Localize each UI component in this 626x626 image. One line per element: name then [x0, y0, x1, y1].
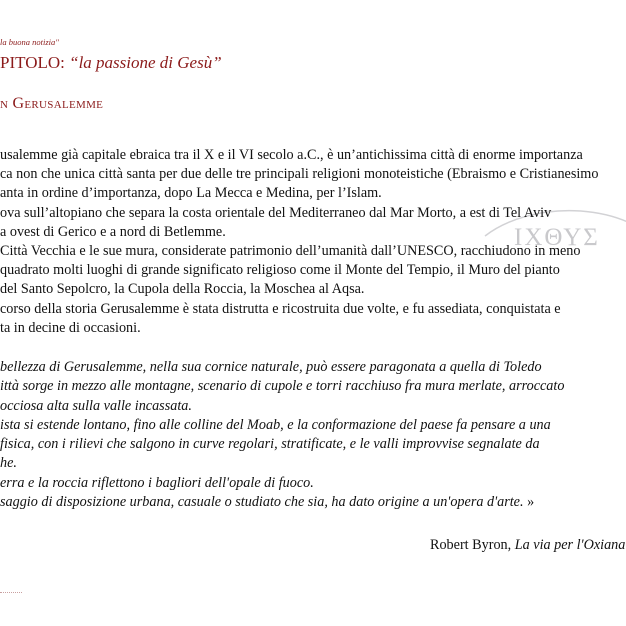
attribution-author: Robert Byron, — [430, 537, 515, 553]
quote-line: bellezza di Gerusalemme, nella sua cornice naturale, può essere paragonata a quella di Toledo — [0, 359, 542, 375]
body-line: ta in decine di occasioni. — [0, 319, 141, 336]
body-line: a ovest di Gerico e a nord di Betlemme. — [0, 223, 226, 240]
quote-block — [0, 358, 626, 512]
section-title: n Gerusalemme — [0, 95, 104, 112]
quote-line: saggio di disposizione urbana, casuale o studiato che sia, ha dato origine a un'opera d'arte. — [0, 494, 524, 511]
quote-closing-mark: » — [523, 494, 535, 511]
chapter-heading — [0, 53, 222, 73]
body-line: corso della storia Gerusalemme è stata distrutta e ricostruita due volte, e fu assediata, conquistata e — [0, 300, 561, 317]
watermark-text: IXΘΥΣ — [514, 224, 600, 251]
quote-last-line — [0, 493, 626, 512]
quote-line: ittà sorge in mezzo alle montagne, scenario di cupole e torri racchiuso fra mura merlate, arroccato — [0, 378, 565, 395]
body-line: anta in ordine d’importanza, dopo La Mecca e Medina, per l’Islam. — [0, 185, 382, 202]
body-line: ova sull’altopiano che separa la costa orientale del Mediterraneo dal Mar Morto, a est di Tel Aviv — [0, 204, 552, 221]
body-line: Città Vecchia e le sue mura, considerate patrimonio dell’umanità dall’UNESCO, racchiudono in meno — [0, 243, 581, 260]
chapter-title: “la passione di Gesù” — [69, 53, 222, 72]
body-line: ca non che unica città santa per due delle tre principali religioni monoteistiche (Ebraismo e Cristianesimo — [0, 166, 599, 183]
body-line: usalemme già capitale ebraica tra il X e il VI secolo a.C., è un’antichissima città di enorme importanza — [0, 147, 583, 163]
quote-line: fisica, con i rilievi che salgono in curve regolari, stratificate, e le valli improvvise segnalate da — [0, 436, 540, 453]
body-line: quadrato molti luoghi di grande significato religioso come il Monte del Tempio, il Muro del pianto — [0, 262, 560, 279]
quote-line: ista si estende lontano, fino alle colline del Moab, e la conformazione del paese fa pensare a una — [0, 416, 551, 433]
body-line: del Santo Sepolcro, la Cupola della Roccia, la Moschea al Aqsa. — [0, 281, 365, 298]
quote-line: occiosa alta sulla valle incassata. — [0, 397, 192, 414]
quote-line: erra e la roccia riflettono i bagliori dell'opale di fuoco. — [0, 474, 314, 491]
chapter-prefix: PITOLO: — [0, 53, 70, 72]
body-text — [0, 146, 626, 338]
running-head: la buona notizia" — [0, 37, 59, 47]
quote-line: he. — [0, 455, 17, 472]
attribution-book: La via per l'Oxiana — [514, 537, 626, 553]
footer-mark — [0, 592, 22, 596]
attribution — [430, 537, 625, 554]
